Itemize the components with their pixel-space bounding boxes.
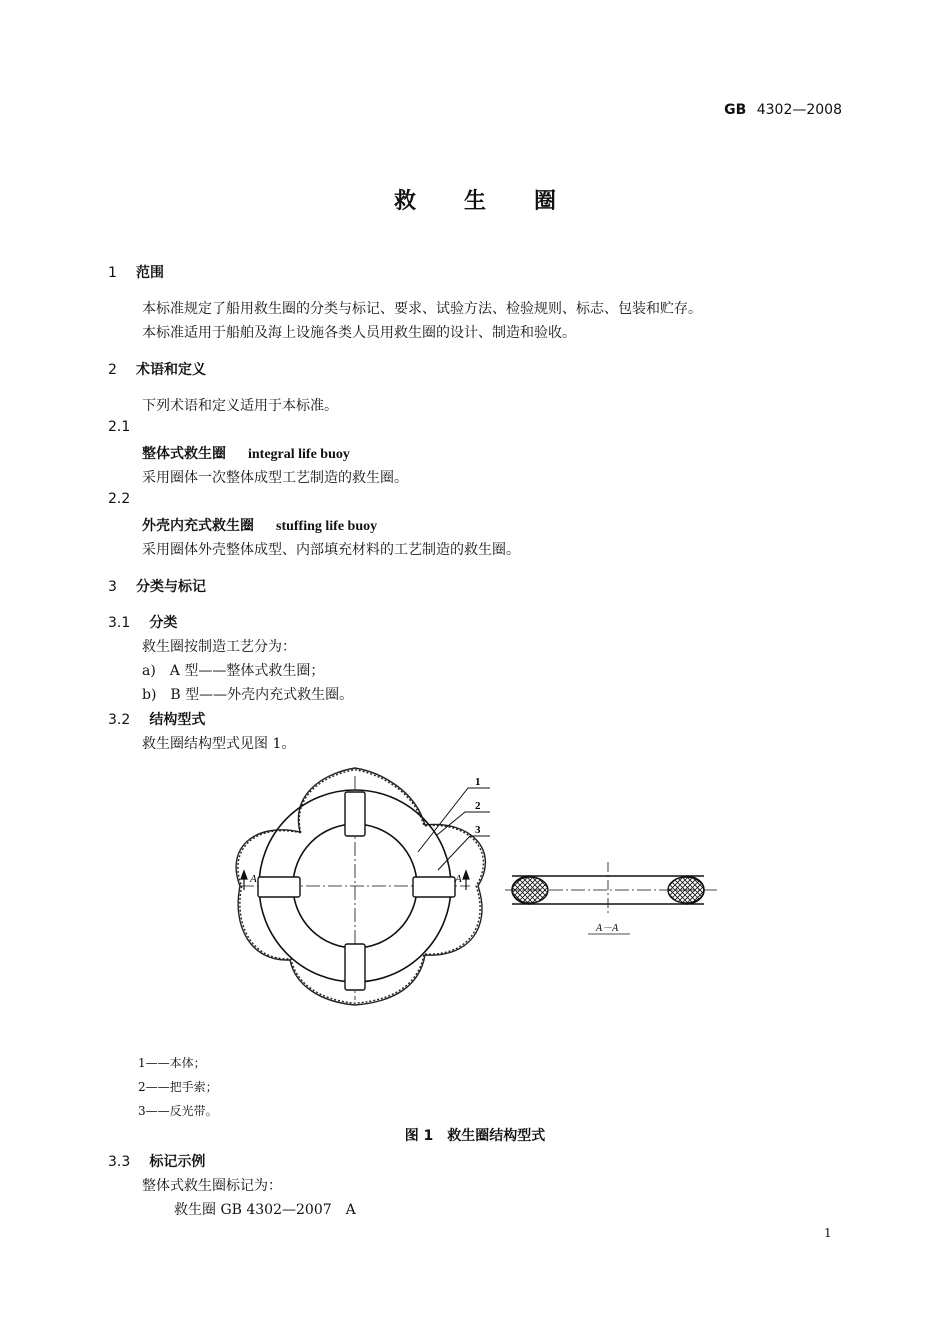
page-number: 1 bbox=[824, 1226, 832, 1240]
term-en: stuffing life buoy bbox=[276, 519, 378, 534]
definition: 采用圈体一次整体成型工艺制造的救生圈。 bbox=[142, 470, 408, 486]
subsection-number: 3.1 bbox=[108, 615, 131, 631]
subsection-title: 分类 bbox=[149, 615, 178, 631]
term-cn: 外壳内充式救生圈 bbox=[142, 518, 254, 534]
legend-item-3: 3——反光带。 bbox=[138, 1104, 218, 1118]
figure-caption: 图 1 救生圈结构型式 bbox=[404, 1128, 546, 1144]
list-item: b) B 型——外壳内充式救生圈。 bbox=[142, 687, 354, 703]
callout-2: 2 bbox=[475, 800, 481, 812]
subsection-number: 3.3 bbox=[108, 1154, 131, 1170]
callout-3: 3 bbox=[475, 824, 481, 836]
definition: 采用圈体外壳整体成型、内部填充材料的工艺制造的救生圈。 bbox=[142, 542, 520, 558]
paragraph: 整体式救生圈标记为： bbox=[142, 1178, 282, 1194]
paragraph: 救生圈结构型式见图 1。 bbox=[142, 736, 296, 752]
list-item: a) A 型——整体式救生圈； bbox=[142, 663, 325, 679]
section-number: 3 bbox=[108, 579, 117, 595]
standard-prefix: GB bbox=[724, 102, 747, 118]
callout-1: 1 bbox=[475, 776, 481, 788]
paragraph: 下列术语和定义适用于本标准。 bbox=[142, 398, 338, 414]
subsection-title: 标记示例 bbox=[149, 1154, 206, 1170]
term-en: integral life buoy bbox=[248, 447, 350, 462]
legend-item-2: 2——把手索； bbox=[138, 1080, 218, 1094]
section-number: 2 bbox=[108, 362, 117, 378]
subsection-number: 3.2 bbox=[108, 712, 131, 728]
section-title: 范围 bbox=[136, 265, 165, 281]
standard-number: 4302—2008 bbox=[756, 102, 842, 118]
paragraph: 本标准规定了船用救生圈的分类与标记、要求、试验方法、检验规则、标志、包装和贮存。 bbox=[142, 301, 702, 317]
term-cn: 整体式救生圈 bbox=[142, 446, 226, 462]
subsection-number: 2.2 bbox=[108, 491, 131, 507]
section-title: 术语和定义 bbox=[136, 362, 207, 378]
section-number: 1 bbox=[108, 265, 117, 281]
legend-item-1: 1——本体； bbox=[138, 1056, 206, 1070]
section-arrow-right bbox=[463, 871, 469, 890]
section-view-label: A－A bbox=[596, 923, 619, 934]
paragraph: 救生圈按制造工艺分为： bbox=[142, 639, 296, 655]
section-mark-left: A bbox=[250, 873, 257, 885]
section-mark-right: A bbox=[455, 873, 462, 885]
marking-example: 救生圈 GB 4302—2007 A bbox=[174, 1202, 356, 1218]
subsection-3-3-heading bbox=[108, 1151, 205, 1171]
section-title: 分类与标记 bbox=[136, 579, 207, 595]
paragraph: 本标准适用于船舶及海上设施各类人员用救生圈的设计、制造和验收。 bbox=[142, 325, 576, 341]
subsection-title: 结构型式 bbox=[149, 712, 206, 728]
page-title: 救生圈 bbox=[393, 189, 604, 214]
subsection-number: 2.1 bbox=[108, 419, 131, 435]
